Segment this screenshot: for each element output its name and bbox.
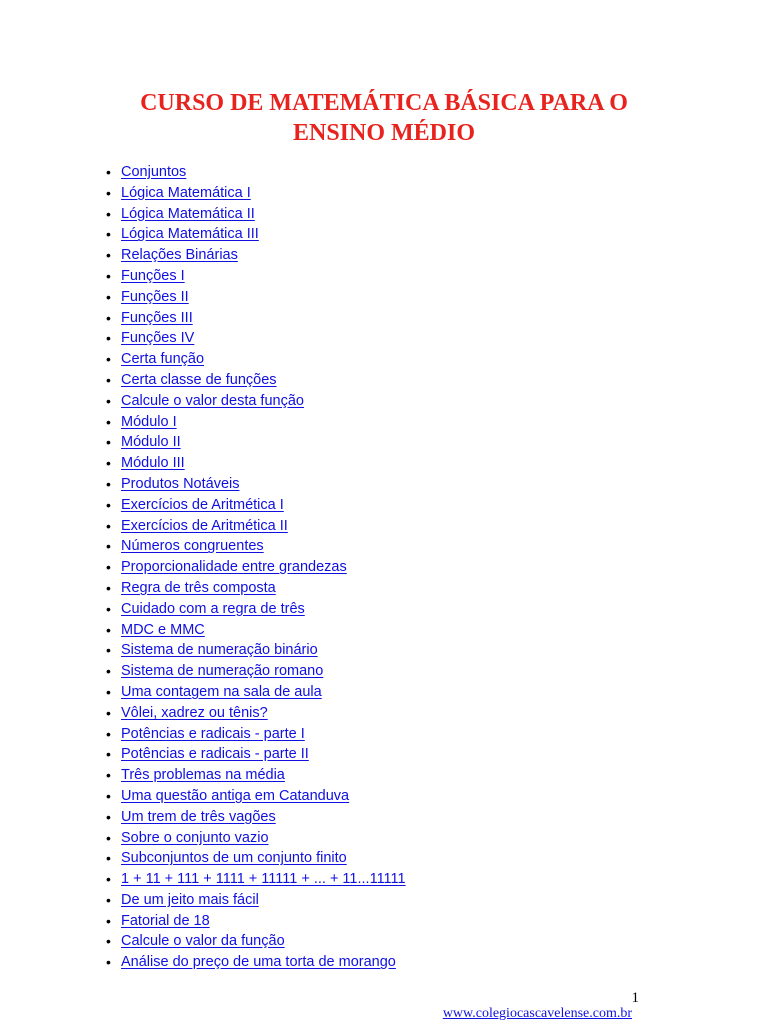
- bullet-icon: •: [106, 288, 111, 305]
- table-of-contents: [106, 162, 406, 973]
- toc-item: [106, 308, 406, 329]
- bullet-icon: •: [106, 226, 111, 243]
- toc-item: [106, 391, 406, 412]
- bullet-icon: •: [106, 725, 111, 742]
- bullet-icon: •: [106, 912, 111, 929]
- toc-item: [106, 765, 406, 786]
- toc-item: [106, 578, 406, 599]
- toc-link[interactable]: Sobre o conjunto vazio: [121, 829, 269, 846]
- bullet-icon: •: [106, 455, 111, 472]
- bullet-icon: •: [106, 663, 111, 680]
- bullet-icon: •: [106, 538, 111, 555]
- toc-link[interactable]: Exercícios de Aritmética I: [121, 496, 284, 513]
- toc-item: [106, 744, 406, 765]
- toc-link[interactable]: Análise do preço de uma torta de morango: [121, 954, 396, 971]
- toc-item: [106, 931, 406, 952]
- bullet-icon: •: [106, 434, 111, 451]
- bullet-icon: •: [106, 642, 111, 659]
- toc-link[interactable]: Certa função: [121, 351, 205, 368]
- bullet-icon: •: [106, 579, 111, 596]
- toc-link[interactable]: Uma questão antiga em Catanduva: [121, 787, 350, 804]
- bullet-icon: •: [106, 621, 111, 638]
- toc-link[interactable]: Módulo II: [121, 434, 181, 451]
- toc-link[interactable]: Relações Binárias: [121, 247, 238, 264]
- toc-item: [106, 703, 406, 724]
- toc-link[interactable]: Subconjuntos de um conjunto finito: [121, 850, 347, 867]
- bullet-icon: •: [106, 808, 111, 825]
- toc-link[interactable]: Uma contagem na sala de aula: [121, 683, 322, 700]
- bullet-icon: •: [106, 746, 111, 763]
- toc-item: [106, 287, 406, 308]
- toc-link[interactable]: Calcule o valor desta função: [121, 392, 304, 409]
- toc-link[interactable]: Regra de três composta: [121, 579, 276, 596]
- page-title-line-2: ENSINO MÉDIO: [292, 120, 476, 146]
- toc-item: [106, 911, 406, 932]
- bullet-icon: •: [106, 767, 111, 784]
- toc-item: [106, 599, 406, 620]
- toc-item: [106, 370, 406, 391]
- toc-item: [106, 952, 406, 973]
- toc-item: [106, 557, 406, 578]
- toc-link[interactable]: Calcule o valor da função: [121, 933, 285, 950]
- toc-item: [106, 495, 406, 516]
- toc-link[interactable]: MDC e MMC: [121, 621, 205, 638]
- toc-item: [106, 453, 406, 474]
- toc-item: [106, 620, 406, 641]
- toc-item: [106, 224, 406, 245]
- toc-item: [106, 328, 406, 349]
- toc-link[interactable]: Conjuntos: [121, 164, 187, 180]
- toc-link[interactable]: Lógica Matemática II: [121, 205, 255, 222]
- toc-link[interactable]: De um jeito mais fácil: [121, 891, 259, 908]
- bullet-icon: •: [106, 267, 111, 284]
- bullet-icon: •: [106, 933, 111, 950]
- toc-item: [106, 786, 406, 807]
- bullet-icon: •: [106, 309, 111, 326]
- page-title-line-1: CURSO DE MATEMÁTICA BÁSICA PARA O: [140, 90, 628, 116]
- toc-item: [106, 245, 406, 266]
- bullet-icon: •: [106, 683, 111, 700]
- toc-link[interactable]: Vôlei, xadrez ou tênis?: [121, 704, 268, 721]
- toc-link[interactable]: Números congruentes: [121, 538, 264, 555]
- toc-item: [106, 183, 406, 204]
- toc-link[interactable]: Fatorial de 18: [121, 912, 210, 929]
- toc-item: [106, 349, 406, 370]
- bullet-icon: •: [106, 247, 111, 264]
- bullet-icon: •: [106, 205, 111, 222]
- page-title: [0, 88, 768, 148]
- toc-item: [106, 266, 406, 287]
- toc-link[interactable]: Lógica Matemática I: [121, 184, 251, 201]
- bullet-icon: •: [106, 351, 111, 368]
- toc-item: [106, 807, 406, 828]
- bullet-icon: •: [106, 850, 111, 867]
- toc-link[interactable]: Funções I: [121, 267, 185, 284]
- toc-link[interactable]: Produtos Notáveis: [121, 475, 240, 492]
- toc-item: [106, 661, 406, 682]
- bullet-icon: •: [106, 559, 111, 576]
- bullet-icon: •: [106, 496, 111, 513]
- toc-item: [106, 516, 406, 537]
- toc-link[interactable]: Funções II: [121, 288, 189, 305]
- toc-item: [106, 869, 406, 890]
- toc-link[interactable]: Exercícios de Aritmética II: [121, 517, 288, 534]
- toc-link[interactable]: Funções III: [121, 309, 193, 326]
- toc-item: [106, 536, 406, 557]
- toc-link[interactable]: Módulo III: [121, 455, 185, 472]
- page-number: 1: [631, 990, 639, 1006]
- toc-item: [106, 724, 406, 745]
- toc-link[interactable]: Certa classe de funções: [121, 371, 277, 388]
- toc-link[interactable]: Funções IV: [121, 330, 195, 347]
- bullet-icon: •: [106, 871, 111, 888]
- toc-link[interactable]: Módulo I: [121, 413, 177, 430]
- bullet-icon: •: [106, 954, 111, 971]
- bullet-icon: •: [106, 704, 111, 721]
- toc-item: [106, 682, 406, 703]
- toc-link[interactable]: Lógica Matemática III: [121, 226, 259, 243]
- toc-item: [106, 474, 406, 495]
- bullet-icon: •: [106, 475, 111, 492]
- toc-item: [106, 204, 406, 225]
- toc-link[interactable]: Proporcionalidade entre grandezas: [121, 559, 347, 576]
- toc-link[interactable]: 1 + 11 + 111 + 1111 + 11111 + ... + 11...11111: [121, 871, 406, 888]
- bullet-icon: •: [106, 330, 111, 347]
- bullet-icon: •: [106, 392, 111, 409]
- toc-link[interactable]: Um trem de três vagões: [121, 808, 276, 825]
- bullet-icon: •: [106, 371, 111, 388]
- bullet-icon: •: [106, 413, 111, 430]
- toc-item: [106, 432, 406, 453]
- toc-item: [106, 640, 406, 661]
- toc-link[interactable]: Cuidado com a regra de três: [121, 600, 305, 617]
- toc-item: [106, 412, 406, 433]
- bullet-icon: •: [106, 184, 111, 201]
- bullet-icon: •: [106, 787, 111, 804]
- toc-link[interactable]: Sistema de numeração binário: [121, 642, 318, 659]
- toc-item: [106, 848, 406, 869]
- bullet-icon: •: [106, 891, 111, 908]
- toc-link[interactable]: Potências e radicais - parte II: [121, 746, 309, 763]
- bullet-icon: •: [106, 600, 111, 617]
- toc-link[interactable]: Sistema de numeração romano: [121, 663, 324, 680]
- bullet-icon: •: [106, 829, 111, 846]
- toc-item: [106, 162, 406, 183]
- toc-link[interactable]: Potências e radicais - parte I: [121, 725, 305, 742]
- bullet-icon: •: [106, 164, 111, 180]
- toc-item: [106, 890, 406, 911]
- toc-item: [106, 828, 406, 849]
- bullet-icon: •: [106, 517, 111, 534]
- footer-website-link[interactable]: www.colegiocascavelense.com.br: [442, 1006, 632, 1021]
- toc-link[interactable]: Três problemas na média: [121, 767, 285, 784]
